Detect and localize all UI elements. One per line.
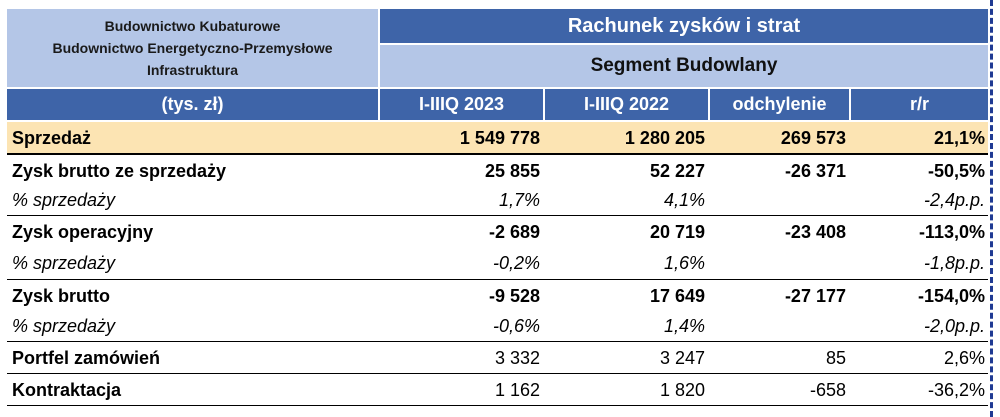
value-2022: 4,1% bbox=[663, 189, 705, 210]
column-headers bbox=[7, 89, 988, 120]
page-break-marker bbox=[990, 0, 993, 417]
value-2022: 20 719 bbox=[649, 221, 705, 242]
value-2022: 1 820 bbox=[659, 379, 705, 400]
row-label: % sprzedaży bbox=[12, 189, 116, 210]
value-2022: 52 227 bbox=[649, 160, 705, 181]
row-label: % sprzedaży bbox=[12, 252, 116, 273]
table-row bbox=[7, 342, 988, 374]
value-2023: 25 855 bbox=[484, 160, 540, 181]
value-2023: -2 689 bbox=[488, 221, 540, 242]
row-label: Kontraktacja bbox=[12, 379, 122, 400]
col-yoy: r/r bbox=[851, 89, 988, 120]
value-yoy: -113,0% bbox=[918, 221, 985, 242]
value-yoy: 2,6% bbox=[943, 347, 985, 368]
value-yoy: -50,5% bbox=[927, 160, 985, 181]
value-deviation: -26 371 bbox=[784, 160, 846, 181]
col-2023: I-IIIQ 2023 bbox=[380, 89, 543, 120]
value-2023: 1 162 bbox=[494, 379, 540, 400]
value-2023: -9 528 bbox=[488, 285, 540, 306]
row-label: Zysk brutto bbox=[12, 285, 111, 306]
table-row bbox=[7, 122, 988, 154]
segment-title: Segment Budowlany bbox=[380, 45, 988, 87]
segment-name-3: Infrastruktura bbox=[146, 62, 239, 78]
row-label: % sprzedaży bbox=[12, 315, 116, 336]
value-yoy: -2,4p.p. bbox=[923, 189, 985, 210]
value-deviation: 85 bbox=[825, 347, 846, 368]
table-row bbox=[7, 216, 988, 248]
table-row bbox=[7, 310, 988, 342]
col-2022: I-IIIQ 2022 bbox=[545, 89, 708, 120]
col-deviation: odchylenie bbox=[710, 89, 849, 120]
segments-header bbox=[7, 9, 378, 87]
value-2022: 1 280 205 bbox=[624, 127, 705, 148]
value-deviation bbox=[710, 310, 846, 342]
table-row bbox=[7, 247, 988, 279]
row-label: Sprzedaż bbox=[12, 127, 92, 148]
row-label: Portfel zamówień bbox=[12, 347, 161, 368]
segment-name-1: Budownictwo Kubaturowe bbox=[104, 18, 281, 34]
value-2022: 1,6% bbox=[663, 252, 705, 273]
value-deviation: 269 573 bbox=[780, 127, 846, 148]
value-deviation bbox=[710, 184, 846, 216]
row-label: Zysk operacyjny bbox=[12, 221, 154, 242]
value-deviation: -27 177 bbox=[784, 285, 846, 306]
value-deviation: -658 bbox=[809, 379, 846, 400]
value-2022: 3 247 bbox=[659, 347, 705, 368]
value-2023: 3 332 bbox=[494, 347, 540, 368]
table-row bbox=[7, 280, 988, 312]
value-2023: -0,6% bbox=[492, 315, 540, 336]
table-title: Rachunek zysków i strat bbox=[380, 9, 988, 43]
table-row bbox=[7, 374, 988, 406]
value-deviation bbox=[710, 247, 846, 279]
col-unit: (tys. zł) bbox=[7, 89, 378, 120]
value-yoy: 21,1% bbox=[933, 127, 985, 148]
value-yoy: -154,0% bbox=[917, 285, 985, 306]
row-label: Zysk brutto ze sprzedaży bbox=[12, 160, 227, 181]
value-2023: -0,2% bbox=[492, 252, 540, 273]
table-row bbox=[7, 155, 988, 187]
segment-name-2: Budownictwo Energetyczno-Przemysłowe bbox=[52, 40, 333, 56]
value-yoy: -36,2% bbox=[927, 379, 985, 400]
value-2023: 1 549 778 bbox=[459, 127, 540, 148]
value-2023: 1,7% bbox=[498, 189, 540, 210]
value-yoy: -1,8p.p. bbox=[923, 252, 985, 273]
row-divider bbox=[7, 405, 988, 406]
table-row bbox=[7, 184, 988, 216]
value-2022: 17 649 bbox=[649, 285, 705, 306]
value-2022: 1,4% bbox=[663, 315, 705, 336]
value-deviation: -23 408 bbox=[784, 221, 846, 242]
value-yoy: -2,0p.p. bbox=[923, 315, 985, 336]
